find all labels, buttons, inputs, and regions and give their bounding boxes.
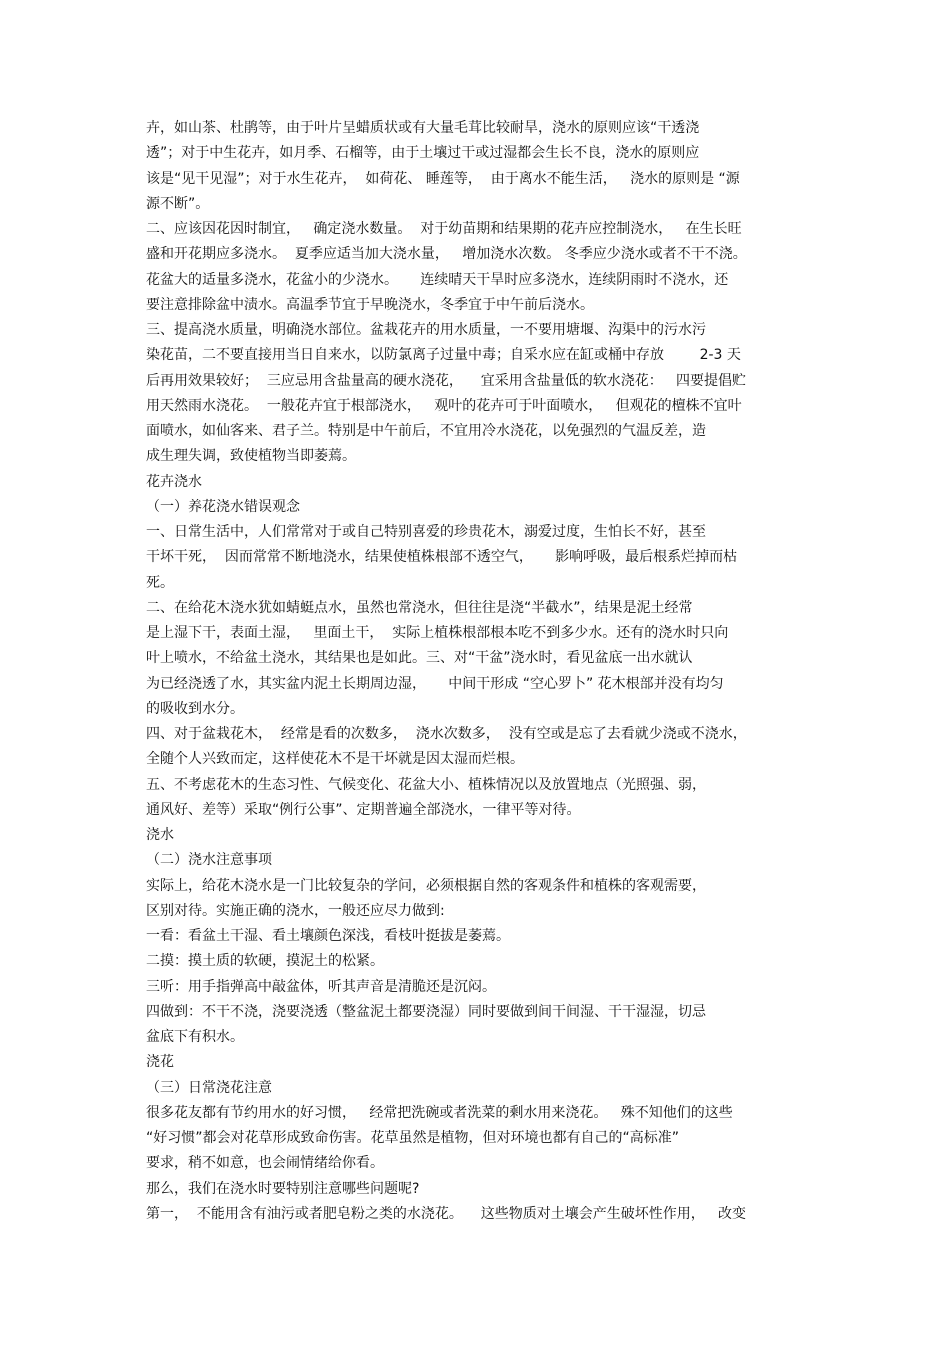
text-line: 叶上喷水，不给盆土浇水，其结果也是如此。三、对“干盆”浇水时，看见盆底一出水就认 (146, 650, 693, 667)
text-line: 那么，我们在浇水时要特别注意哪些问题呢? (146, 1180, 420, 1197)
text-line: 四、对于盆栽花木， 经常是看的次数多， 浇水次数多， 没有空或是忘了去看就少浇或不浇水， (146, 726, 747, 742)
text-line: 五、不考虑花木的生态习性、气候变化、花盆大小、植株情况以及放置地点（光照强、弱， (146, 776, 706, 793)
text-line: 三听：用手指弹高中敲盆体，听其声音是清脆还是沉闷。 (146, 978, 496, 995)
text-line: 盆底下有积水。 (146, 1029, 244, 1045)
text-line: 透”；对于中生花卉，如月季、石榴等，由于土壤过干或过湿都会生长不良，浇水的原则应 (146, 145, 700, 162)
text-line: 很多花友都有节约用水的好习惯， 经常把洗碗或者洗菜的剩水用来浇花。 殊不知他们的这些 (146, 1104, 733, 1121)
text-line: 干坏干死， 因而常常不断地浇水，结果使植株根部不透空气， 影响呼吸，最后根系烂掉而枯 (146, 549, 738, 566)
text-line: 该是“见干见湿”；对于水生花卉， 如荷花、 睡莲等， 由于离水不能生活， 浇水的原则是 “源 (146, 170, 740, 187)
text-line: 全随个人兴致而定，这样使花木不是干坏就是因太湿而烂根。 (146, 751, 524, 768)
text-line: 后再用效果较好； 三应忌用含盐量高的硬水浇花， 宜采用含盐量低的软水浇花： 四要提倡贮 (146, 372, 747, 389)
text-line: 二、应该因花因时制宜， 确定浇水数量。 对于幼苗期和结果期的花卉应控制浇水， 在生长旺 (146, 221, 742, 237)
text-line: （三）日常浇花注意 (146, 1079, 272, 1096)
text-line: “好习惯”都会对花草形成致命伤害。花草虽然是植物，但对环境也都有自己的“高标准” (146, 1130, 680, 1146)
text-line: 卉，如山茶、杜鹃等，由于叶片呈蜡质状或有大量毛茸比较耐旱，浇水的原则应该“干透浇 (146, 120, 700, 136)
text-line: 的吸收到水分。 (146, 700, 244, 717)
text-line: 浇花 (146, 1054, 174, 1071)
text-line: 区别对待。实施正确的浇水，一般还应尽力做到: (146, 902, 445, 919)
text-line: 四做到：不干不浇，浇要浇透（整盆泥土都要浇湿）同时要做到间干间湿、干干湿湿，切忌 (146, 1003, 706, 1020)
text-line: 要求，稍不如意，也会闹情绪给你看。 (146, 1155, 384, 1172)
text-line: 实际上，给花木浇水是一门比较复杂的学问，必须根据自然的客观条件和植株的客观需要， (146, 877, 706, 894)
text-line: 第一， 不能用含有油污或者肥皂粉之类的水浇花。 这些物质对土壤会产生破坏性作用， 改变 (146, 1205, 747, 1222)
text-line: 浇水 (146, 827, 174, 843)
text-line: （二）浇水注意事项 (146, 852, 272, 869)
text-line: 花卉浇水 (146, 473, 202, 490)
text-line: 死。 (146, 574, 174, 591)
text-line: 一看：看盆土干湿、看土壤颜色深浅，看枝叶挺拔是萎蔫。 (146, 928, 510, 944)
text-line: 是上湿下干，表面土湿， 里面土干， 实际上植株根部根本吃不到多少水。还有的浇水时只向 (146, 625, 729, 641)
text-line: 二、在给花木浇水犹如蜻蜓点水，虽然也常浇水，但往往是浇“半截水”，结果是泥土经常 (146, 599, 693, 616)
text-line: 三、提高浇水质量，明确浇水部位。盆栽花卉的用水质量，一不要用塘堰、沟渠中的污水污 (146, 322, 706, 338)
text-line: 为已经浇透了水，其实盆内泥土长期周边湿， 中间干形成 “空心罗卜” 花木根部并没有均匀 (146, 675, 724, 692)
text-line: 要注意排除盆中渍水。高温季节宜于早晚浇水，冬季宜于中午前后浇水。 (146, 296, 594, 313)
text-line: 通风好、差等）采取“例行公事”、定期普遍全部浇水，一律平等对待。 (146, 801, 581, 818)
text-line: 花盆大的适量多浇水，花盆小的少浇水。 连续晴天干旱时应多浇水，连续阴雨时不浇水，还 (146, 271, 729, 288)
text-line: 成生理失调，致使植物当即萎蔫。 (146, 448, 356, 465)
text-line: 源不断”。 (146, 195, 210, 212)
text-line: 用天然雨水浇花。 一般花卉宜于根部浇水， 观叶的花卉可于叶面喷水， 但观花的檀株不宜叶 (146, 397, 742, 414)
text-line: 二摸：摸土质的软硬，摸泥土的松紧。 (146, 953, 384, 970)
body-text (146, 116, 816, 1227)
text-line: （一）养花浇水错误观念 (146, 498, 300, 515)
text-line: 染花苗，二不要直接用当日自来水，以防氯离子过量中毒；自采水应在缸或桶中存放 2-3 天 (146, 347, 741, 364)
text-line: 盛和开花期应多浇水。 夏季应适当加大浇水量， 增加浇水次数。 冬季应少浇水或者不干不浇。 (146, 246, 747, 263)
text-line: 一、日常生活中，人们常常对于或自己特别喜爱的珍贵花木，溺爱过度，生怕长不好，甚至 (146, 524, 706, 540)
text-line: 面喷水，如仙客来、君子兰。特别是中午前后，不宜用冷水浇花，以免强烈的气温反差，造 (146, 423, 706, 439)
